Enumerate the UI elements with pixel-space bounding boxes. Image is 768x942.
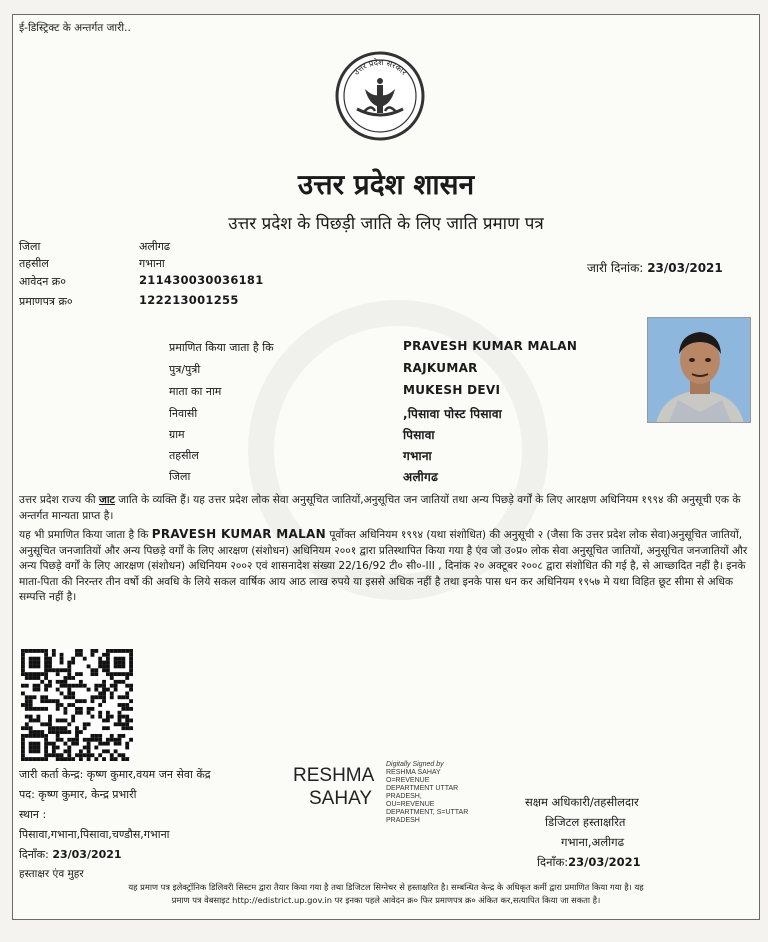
- signer-last-name: SAHAY: [309, 788, 373, 809]
- signature-detail-line: DEPARTMENT UTTAR: [386, 785, 459, 792]
- certificate-label: प्रमाणपत्र क्र०: [19, 295, 73, 308]
- issuer-post: पद: कृष्ण कुमार, केन्द्र प्रभारी: [19, 788, 137, 801]
- caste-paragraph: [19, 493, 755, 524]
- place-value: पिसावा,गभाना,पिसावा,चण्डौस,गभाना: [19, 828, 170, 841]
- son-of-label: पुत्र/पुत्री: [169, 363, 201, 376]
- document-subtitle: उत्तर प्रदेश के पिछड़ी जाति के लिए जाति प्रमाण पत्र: [228, 214, 544, 234]
- signature-detail-line: RESHMA SAHAY: [386, 769, 441, 776]
- footer-note: [13, 881, 759, 907]
- signature-detail-line: O=REVENUE: [386, 777, 430, 784]
- signature-details: [386, 761, 468, 825]
- document-title: उत्तर प्रदेश शासन: [297, 168, 475, 201]
- person-district-value: अलीगढ: [403, 470, 439, 484]
- tehsil-label: तहसील: [19, 257, 49, 270]
- village-value: पिसावा: [403, 428, 435, 442]
- issuer-date: [19, 847, 122, 862]
- ncl-applicant-name: PRAVESH KUMAR MALAN: [151, 527, 326, 541]
- resident-label: निवासी: [169, 407, 198, 420]
- caste-paragraph-start: उत्तर प्रदेश राज्य की: [19, 494, 99, 506]
- certificate-page: [12, 14, 760, 920]
- application-number: 211430030036181: [139, 273, 264, 287]
- issue-date-label: जारी दिनांक:: [587, 261, 644, 275]
- signature-detail-line: DEPARTMENT, S=UTTAR: [386, 809, 469, 816]
- caste-paragraph-end: जाति के व्यक्ति हैं। यह उत्तर प्रदेश लोक सेवा अनुसूचित जातियों,अनुसूचित जन जातियों तथा अन्य पिछड़े वर्गों के लिए आरक्षण अधिनियम १९९४ की अनुसूची एक के अन्तर्गत मान्यता प्राप्त है।: [19, 494, 741, 522]
- signer-first-name: RESHMA: [293, 765, 375, 786]
- certificate-number: 122213001255: [139, 293, 239, 307]
- applicant-photo: [647, 317, 751, 423]
- emblem-text: उत्तर प्रदेश सरकार: [351, 57, 409, 77]
- signature-detail-line: OU=REVENUE: [386, 801, 435, 808]
- ncl-paragraph-start: यह भी प्रमाणित किया जाता है कि: [19, 529, 152, 541]
- district-label: जिला: [19, 240, 41, 253]
- person-district-label: जिला: [169, 470, 191, 483]
- issue-date-value: 23/03/2021: [647, 261, 723, 275]
- mother-label: माता का नाम: [169, 385, 222, 398]
- father-name: RAJKUMAR: [403, 361, 478, 375]
- person-tehsil-label: तहसील: [169, 449, 199, 462]
- caste-name: जाट: [98, 494, 115, 506]
- issuer-date-value: 23/03/2021: [52, 848, 122, 861]
- resident-value: ,पिसावा पोस्ट पिसावा: [403, 407, 503, 421]
- application-label: आवेदन क्र०: [19, 275, 66, 288]
- village-label: ग्राम: [169, 428, 185, 441]
- authority-digital-signed: डिजिटल हस्ताक्षरित: [545, 815, 626, 829]
- authority-date: [537, 855, 641, 870]
- verification-qr-code: [21, 649, 133, 761]
- person-tehsil-value: गभाना: [403, 449, 432, 463]
- signature-detail-line: PRADESH: [386, 817, 420, 824]
- authority-date-value: 23/03/2021: [568, 855, 641, 869]
- authority-place: गभाना,अलीगढ: [561, 835, 625, 849]
- footer-line-2: प्रमाण पत्र वेबसाइट http://edistrict.up.gov.in पर इनका पहले आवेदन क्र० फिर प्रमाणपत्र क्र० अंकित कर,सत्यापित किया जा सकता है।: [171, 895, 601, 905]
- mother-name: MUKESH DEVI: [403, 383, 501, 397]
- signature-detail-line: Digitally Signed by: [386, 761, 444, 768]
- non-creamy-layer-paragraph: [19, 527, 755, 606]
- authority-date-label: दिनाँक:: [537, 855, 569, 869]
- authority-title: सक्षम अधिकारी/तहसीलदार: [525, 795, 639, 809]
- up-state-emblem: [335, 51, 425, 141]
- applicant-name: PRAVESH KUMAR MALAN: [403, 339, 578, 353]
- footer-line-1: यह प्रमाण पत्र इलेक्ट्रॉनिक डिलिवरी सिस्टम द्वारा तैयार किया गया है तथा डिजिटल सिग्नेचर से हस्ताक्षरित है। सम्बन्धित केन्द्र के अधिकृत कर्मी द्वारा प्रमाणित किया गया है। यह: [128, 882, 644, 892]
- tehsil-value: गभाना: [139, 257, 165, 270]
- issue-date: [587, 259, 723, 276]
- signature-detail-line: PRADESH,: [386, 793, 422, 800]
- issuing-center: जारी कर्ता केन्द्र: कृष्ण कुमार,वयम जन सेवा केंद्र: [19, 768, 211, 781]
- ncl-paragraph-end: पूर्वोक्त अधिनियम १९९४ (यथा संशोधित) की अनुसूची २ (जैसा कि उत्तर प्रदेश लोक सेवा)अनुसूचित जातियों, अनुसूचित जनजातियों और अन्य पिछड़े वर्गों के लिए आरक्षण (संशोधन) अधिनियम २००१ द्वारा प्रतिस्थापित किया गया है एंव जो उ०प्र० लोक सेवा अनुसूचित जातियों, अनुसूचित जनजातियों और अन्य पिछड़े वर्गों के लिए आरक्षण (संशोधन) अधिनियम २००२ एवं शासनादेश संख्या 22/16/92 टी० सी०-III , दिनांक २० अक्टूबर २००८ द्वारा संशोधित की गई है, से आच्छादित नहीं है। इनके माता-पिता की निरन्तर तीन वर्षो की अवधि के लिये सकल वार्षिक आय आठ लाख रुपये या इससे अधिक नहीं है तथा इनके पास धन कर अधिनियम १९५७ मे यथा विहित छूट सीमा से अधिक सम्पत्ति नहीं है।: [19, 529, 748, 604]
- place-label: स्थान :: [19, 808, 47, 821]
- header-note: ई-डिस्ट्रिक्ट के अन्तर्गत जारी..: [19, 22, 131, 34]
- certify-label: प्रमाणित किया जाता है कि: [169, 341, 274, 354]
- district-value: अलीगढ: [139, 240, 171, 253]
- issuer-date-label: दिनाँक:: [19, 848, 49, 861]
- signature-seal-label: हस्ताक्षर एंव मुहर: [19, 868, 84, 880]
